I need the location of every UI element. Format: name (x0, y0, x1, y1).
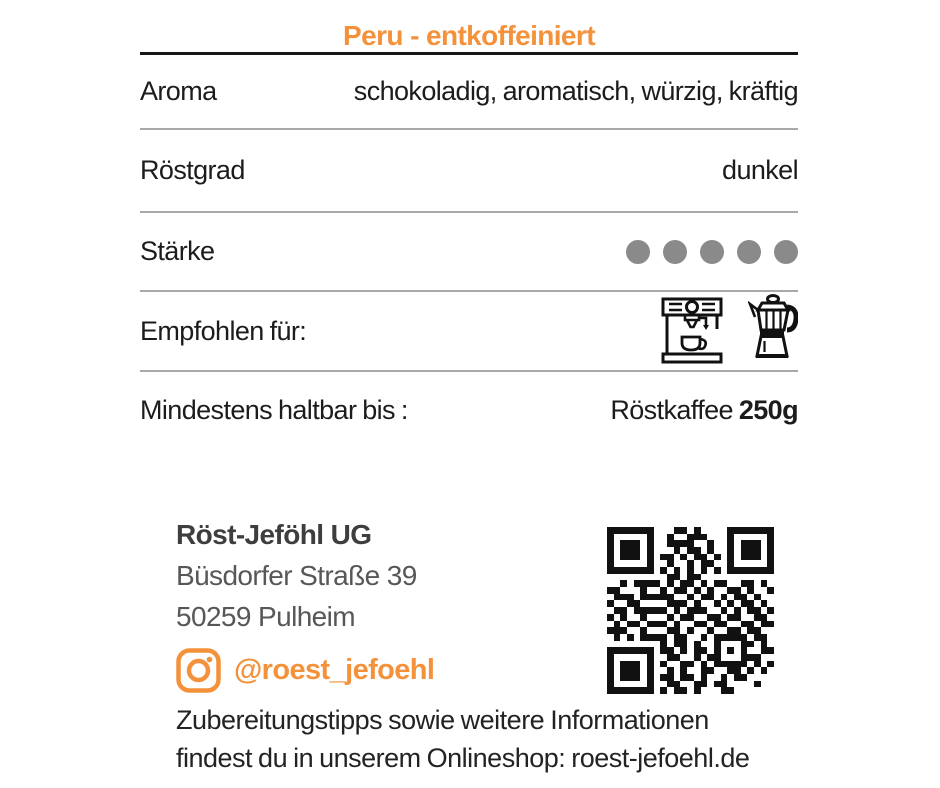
company-name: Röst-Jeföhl UG (176, 519, 372, 550)
weight-type: Röstkaffee (610, 395, 739, 425)
strength-dots (626, 240, 798, 264)
weight-amount: 250g (738, 395, 798, 425)
qr-code (607, 527, 774, 694)
strength-dot (663, 240, 687, 264)
recommended-icons (660, 294, 798, 368)
table-row-aroma (140, 55, 798, 130)
strength-dot (700, 240, 724, 264)
table-row-strength (140, 213, 798, 292)
roast-value: dunkel (722, 155, 798, 185)
best-before-label: Mindestens haltbar bis : (140, 395, 408, 425)
instagram-handle: @roest_jefoehl (234, 654, 435, 686)
company-city: 50259 Pulheim (176, 601, 355, 632)
moka-pot-icon (748, 294, 798, 368)
strength-dot (774, 240, 798, 264)
company-info (176, 514, 417, 637)
footer-line-2: findest du in unserem Onlineshop: roest-jefoehl.de (176, 743, 750, 773)
roast-label: Röstgrad (140, 155, 245, 185)
instagram-row (176, 648, 434, 693)
spec-table (140, 52, 798, 449)
footer-line-1: Zubereitungstipps sowie weitere Informationen (176, 705, 709, 735)
aroma-value: schokoladig, aromatisch, würzig, kräftig (353, 76, 798, 106)
table-row-best-before (140, 372, 798, 449)
instagram-icon (176, 648, 221, 693)
footer-text (176, 701, 749, 777)
recommended-label: Empfohlen für: (140, 315, 307, 346)
product-title: Peru - entkoffeiniert (343, 19, 595, 51)
strength-label: Stärke (140, 236, 215, 266)
company-street: Büsdorfer Straße 39 (176, 560, 417, 591)
strength-dot (626, 240, 650, 264)
table-row-recommended (140, 292, 798, 372)
weight-value (610, 395, 798, 426)
table-row-roast (140, 130, 798, 213)
aroma-label: Aroma (140, 76, 217, 106)
espresso-machine-icon (660, 296, 724, 366)
strength-dot (737, 240, 761, 264)
